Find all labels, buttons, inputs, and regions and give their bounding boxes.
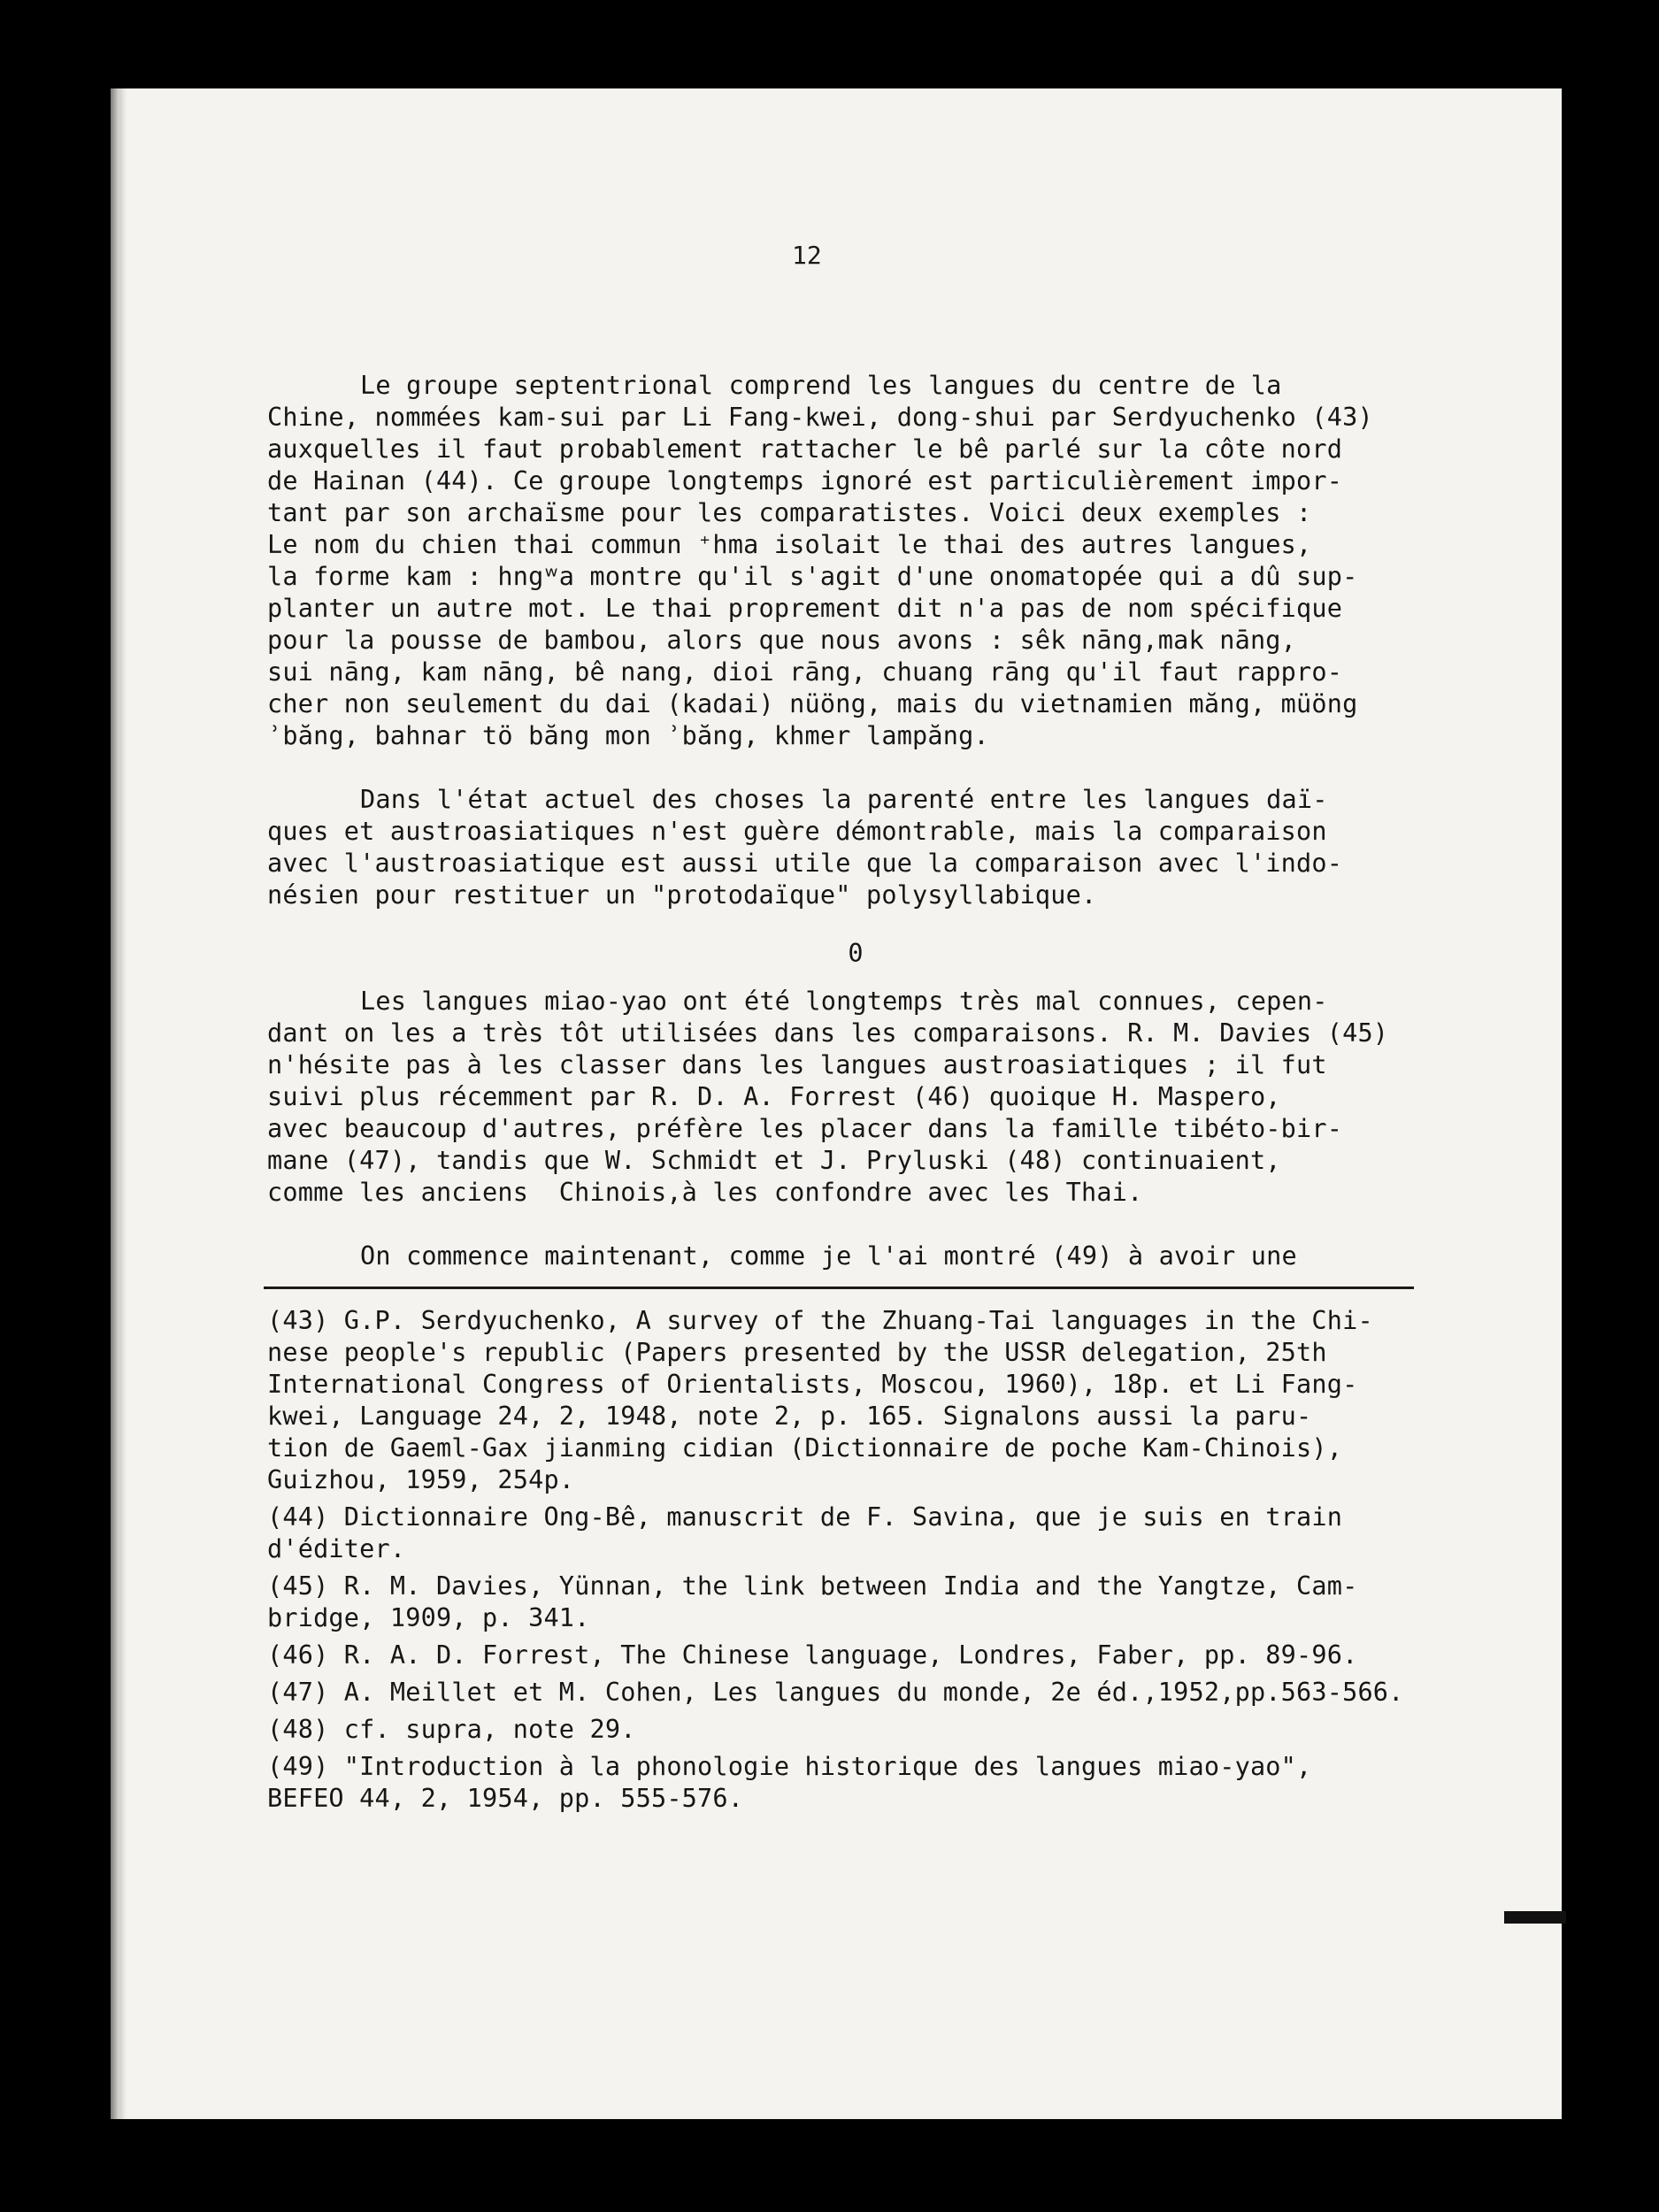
footnote-line: (46) R. A. D. Forrest, The Chinese language, Londres, Faber, pp. 89-96. xyxy=(267,1640,1358,1670)
paragraph-2 xyxy=(267,784,1444,911)
text-line: suivi plus récemment par R. D. A. Forrest (46) quoique H. Maspero, xyxy=(267,1082,1281,1111)
text-line: dant on les a très tôt utilisées dans les comparaisons. R. M. Davies (45) xyxy=(267,1018,1389,1048)
text-line: auxquelles il faut probablement rattacher le bê parlé sur la côte nord xyxy=(267,434,1343,464)
text-line: la forme kam : hngʷa montre qu'il s'agit d'une onomatopée qui a dû sup- xyxy=(267,562,1358,591)
footnote-line: (48) cf. supra, note 29. xyxy=(267,1715,636,1744)
footnote-divider xyxy=(264,1286,1414,1289)
paragraph-4 xyxy=(267,1240,1444,1272)
text-line: sui nāng, kam nāng, bê nang, dioi rāng, chuang rāng qu'il faut rappro- xyxy=(267,657,1343,687)
text-line: planter un autre mot. Le thai proprement dit n'a pas de nom spécifique xyxy=(267,594,1343,623)
text-line: Chine, nommées kam-sui par Li Fang-kwei, dong-shui par Serdyuchenko (43) xyxy=(267,403,1373,432)
page-number: 12 xyxy=(792,241,822,270)
footnote-line: d'éditer. xyxy=(267,1534,406,1563)
text-line: ques et austroasiatiques n'est guère démontrable, mais la comparaison xyxy=(267,817,1327,846)
footnote-45 xyxy=(267,1571,1444,1634)
text-line: Le nom du chien thai commun ⁺hma isolait le thai des autres langues, xyxy=(267,530,1312,559)
footnote-line: bridge, 1909, p. 341. xyxy=(267,1603,590,1632)
footnote-43 xyxy=(267,1305,1444,1496)
text-line: avec l'austroasiatique est aussi utile que la comparaison avec l'indo- xyxy=(267,849,1343,878)
section-separator: 0 xyxy=(848,939,864,968)
footnote-line: nese people's republic (Papers presented by the USSR delegation, 25th xyxy=(267,1338,1327,1367)
text-line: n'hésite pas à les classer dans les langues austroasiatiques ; il fut xyxy=(267,1050,1327,1079)
text-line: ʾbăng, bahnar tö băng mon ʾbăng, khmer lampăng. xyxy=(267,721,989,750)
text-line: tant par son archaïsme pour les comparatistes. Voici deux exemples : xyxy=(267,498,1312,527)
footnote-line: kwei, Language 24, 2, 1948, note 2, p. 165. Signalons aussi la paru- xyxy=(267,1402,1312,1431)
text-line: comme les anciens Chinois,à les confondre avec les Thai. xyxy=(267,1178,1143,1207)
footnote-line: BEFEO 44, 2, 1954, pp. 555-576. xyxy=(267,1784,744,1813)
page-edge-marker xyxy=(1504,1911,1566,1924)
text-line: Dans l'état actuel des choses la parenté entre les langues daï- xyxy=(360,785,1328,814)
footnote-line: International Congress of Orientalists, Moscou, 1960), 18p. et Li Fang- xyxy=(267,1370,1358,1399)
footnote-line: (44) Dictionnaire Ong-Bê, manuscrit de F. Savina, que je suis en train xyxy=(267,1502,1343,1532)
footnote-49 xyxy=(267,1751,1444,1815)
text-line: cher non seulement du dai (kadai) nüöng, mais du vietnamien măng, müöng xyxy=(267,689,1358,718)
text-line: On commence maintenant, comme je l'ai montré (49) à avoir une xyxy=(360,1241,1297,1271)
text-line: mane (47), tandis que W. Schmidt et J. Pryluski (48) continuaient, xyxy=(267,1146,1281,1175)
paragraph-1 xyxy=(267,370,1444,752)
body-text xyxy=(267,370,1444,1820)
footnote-46 xyxy=(267,1640,1444,1671)
text-line: pour la pousse de bambou, alors que nous avons : sêk nāng,mak nāng, xyxy=(267,626,1297,655)
footnote-47 xyxy=(267,1677,1444,1709)
footnote-line: (49) "Introduction à la phonologie historique des langues miao-yao", xyxy=(267,1752,1312,1781)
paragraph-3 xyxy=(267,986,1444,1209)
text-line: Les langues miao-yao ont été longtemps très mal connues, cepen- xyxy=(360,987,1328,1016)
text-line: de Hainan (44). Ce groupe longtemps ignoré est particulièrement impor- xyxy=(267,466,1343,495)
footnote-44 xyxy=(267,1502,1444,1565)
text-line: avec beaucoup d'autres, préfère les placer dans la famille tibéto-bir- xyxy=(267,1114,1343,1143)
footnote-line: Guizhou, 1959, 254p. xyxy=(267,1465,575,1494)
footnote-48 xyxy=(267,1714,1444,1746)
text-line: Le groupe septentrional comprend les langues du centre de la xyxy=(360,371,1282,400)
text-line: nésien pour restituer un "protodaïque" polysyllabique. xyxy=(267,880,1097,910)
footnote-line: (43) G.P. Serdyuchenko, A survey of the Zhuang-Tai languages in the Chi- xyxy=(267,1306,1373,1335)
footnote-line: (45) R. M. Davies, Yünnan, the link between India and the Yangtze, Cam- xyxy=(267,1571,1358,1601)
footnote-line: (47) A. Meillet et M. Cohen, Les langues du monde, 2e éd.,1952,pp.563-566. xyxy=(267,1678,1404,1707)
footnote-line: tion de Gaeml-Gax jianming cidian (Dictionnaire de poche Kam-Chinois), xyxy=(267,1433,1343,1463)
